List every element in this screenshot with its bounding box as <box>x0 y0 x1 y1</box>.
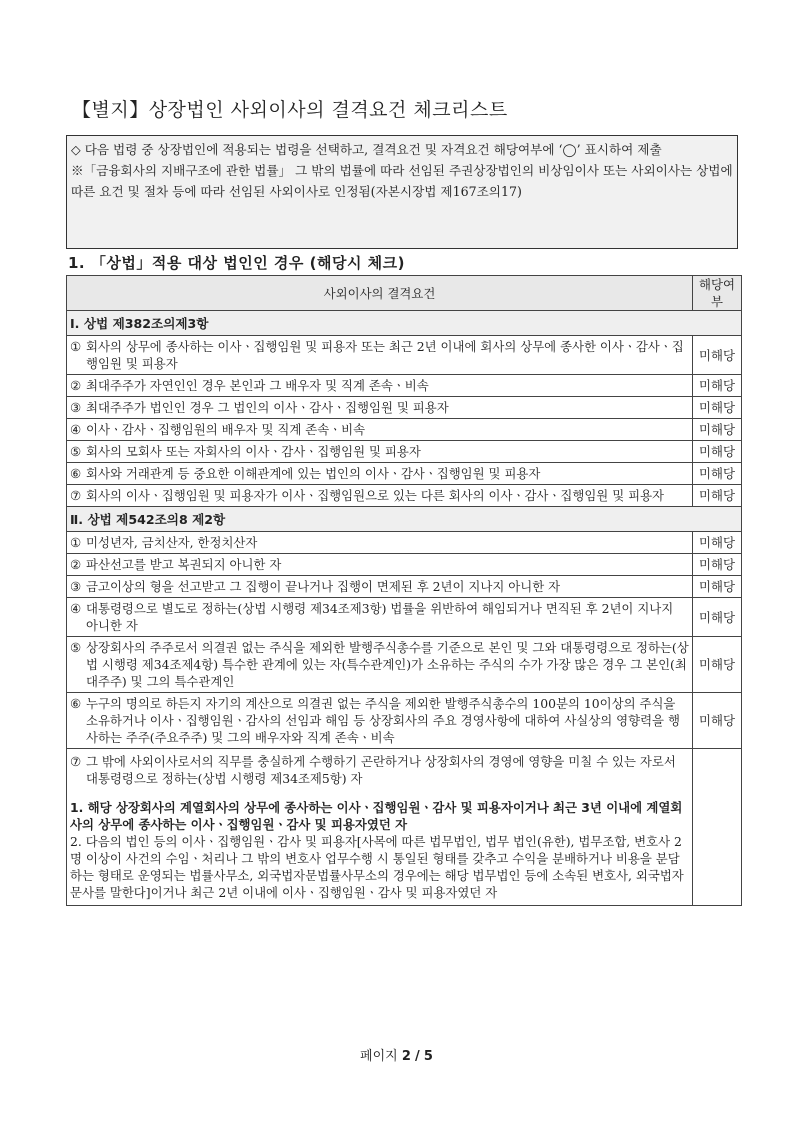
requirement-cell <box>67 693 693 749</box>
notice-line-2: ※「금융회사의 지배구조에 관한 법률」 그 밖의 법률에 따라 선임된 주권상장법인의 비상임이사 또는 사외이사는 상법에 따른 요건 및 절차 등에 따라 선임된 사외이사로 인정됨(자본시장법 제167조의17) <box>71 163 733 199</box>
requirement-cell <box>67 554 693 576</box>
table-row <box>67 441 742 463</box>
table-row <box>67 749 742 906</box>
requirement-cell <box>67 485 693 507</box>
group-i-title: Ⅰ. 상법 제382조의제3항 <box>67 311 742 336</box>
status-cell[interactable]: 미해당 <box>693 485 742 507</box>
page-separator: / <box>415 1049 420 1064</box>
item-text: 회사의 모회사 또는 자회사의 이사ㆍ감사ㆍ집행임원 및 피용자 <box>86 444 421 459</box>
page-total: 5 <box>423 1049 433 1064</box>
item-number: ⑦ <box>70 754 82 769</box>
item-text: 최대주주가 법인인 경우 그 법인의 이사ㆍ감사ㆍ집행임원 및 피용자 <box>86 400 449 415</box>
table-row <box>67 397 742 419</box>
table-row <box>67 693 742 749</box>
table-row <box>67 463 742 485</box>
item-number: ① <box>70 339 82 354</box>
table-header-row <box>67 276 742 311</box>
group-ii-title: Ⅱ. 상법 제542조의8 제2항 <box>67 507 742 532</box>
status-cell[interactable]: 미해당 <box>693 375 742 397</box>
item-number: ② <box>70 557 82 572</box>
item-text: 상장회사의 주주로서 의결권 없는 주식을 제외한 발행주식총수를 기준으로 본인 및 그와 대통령령으로 정하는(상법 시행령 제34조제4항) 특수한 관계에 있는 자(특수관계인)가 소유하는 주식의 수가 가장 많은 경우 그 본인(최대주주) 및 그의 특수관계인 <box>86 640 689 689</box>
item-text: 회사와 거래관계 등 중요한 이해관계에 있는 법인의 이사ㆍ감사ㆍ집행임원 및 피용자 <box>86 466 541 481</box>
requirement-cell <box>67 637 693 693</box>
group-ii-items <box>67 532 742 749</box>
requirement-cell <box>67 397 693 419</box>
requirement-cell <box>67 419 693 441</box>
page-current: 2 <box>401 1049 411 1064</box>
table-row <box>67 336 742 375</box>
status-cell[interactable]: 미해당 <box>693 693 742 749</box>
sub-item-2-text: 2. 다음의 법인 등의 이사ㆍ집행임원ㆍ감사 및 피용자[사목에 따른 법무법인, 법무 법인(유한), 법무조합, 변호사 2명 이상이 사건의 수임ㆍ처리나 그 밖의 변호사 업무수행 시 통일된 형태를 갖추고 수익을 분배하거나 비용을 분담하는 형태로 운영되는 법률사무소, 외국법자문법률사무소의 경우에는 해당 법무법인 등에 소속된 변호사, 외국법자문사를 말한다]이거나 최근 2년 이내에 이사ㆍ집행임원ㆍ감사 및 피용자였던 자 <box>70 834 684 900</box>
sub-item-2 <box>70 833 689 901</box>
item-text: 이사ㆍ감사ㆍ집행임원의 배우자 및 직계 존속ㆍ비속 <box>86 422 366 437</box>
sub-item-1-text: 1. 해당 상장회사의 계열회사의 상무에 종사하는 이사ㆍ집행임원ㆍ감사 및 피용자이거나 최근 3년 이내에 계열회사의 상무에 종사하는 이사ㆍ집행임원ㆍ감사 및 피용자였던 자 <box>70 800 683 832</box>
table-row <box>67 637 742 693</box>
requirement-cell <box>67 336 693 375</box>
page-prefix: 페이지 <box>360 1049 398 1064</box>
item-text: 금고이상의 형을 선고받고 그 집행이 끝나거나 집행이 면제된 후 2년이 지나지 아니한 자 <box>86 579 561 594</box>
table-row <box>67 485 742 507</box>
table-row <box>67 375 742 397</box>
requirement-cell <box>67 576 693 598</box>
section-1-title: 1. 「상법」적용 대상 법인인 경우 (해당시 체크) <box>68 254 406 272</box>
table-row <box>67 419 742 441</box>
page-title: 【별지】상장법인 사외이사의 결격요건 체크리스트 <box>72 99 508 121</box>
table-row <box>67 598 742 637</box>
item-number: ③ <box>70 579 82 594</box>
item-text: 대통령령으로 별도로 정하는(상법 시행령 제34조제3항) 법률을 위반하여 해임되거나 면직된 후 2년이 지나지 아니한 자 <box>86 601 674 633</box>
status-cell[interactable]: 미해당 <box>693 576 742 598</box>
item-7-cell <box>67 749 693 906</box>
item-number: ④ <box>70 601 82 616</box>
item-number: ⑤ <box>70 640 82 655</box>
notice-box <box>66 135 738 249</box>
status-cell[interactable]: 미해당 <box>693 336 742 375</box>
item-text: 파산선고를 받고 복권되지 아니한 자 <box>86 557 282 572</box>
requirement-cell <box>67 532 693 554</box>
item-number: ⑦ <box>70 488 82 503</box>
item-number: ③ <box>70 400 82 415</box>
status-cell[interactable]: 미해당 <box>693 554 742 576</box>
page-indicator <box>0 1045 793 1064</box>
status-cell[interactable]: 미해당 <box>693 598 742 637</box>
status-cell[interactable]: 미해당 <box>693 463 742 485</box>
item-text: 회사의 상무에 종사하는 이사ㆍ집행임원 및 피용자 또는 최근 2년 이내에 회사의 상무에 종사한 이사ㆍ감사ㆍ집행임원 및 피용자 <box>86 339 684 371</box>
item-text: 회사의 이사ㆍ집행임원 및 피용자가 이사ㆍ집행임원으로 있는 다른 회사의 이사ㆍ감사ㆍ집행임원 및 피용자 <box>86 488 665 503</box>
disqualification-checklist-table <box>66 275 742 906</box>
header-requirement: 사외이사의 결격요건 <box>67 276 693 311</box>
item-text: 누구의 명의로 하든지 자기의 계산으로 의결권 없는 주식을 제외한 발행주식총수의 100분의 10이상의 주식을 소유하거나 이사ㆍ집행임원ㆍ감사의 선임과 해임 등 상장회사의 주요 경영사항에 대하여 사실상의 영향력을 행사하는 주주(주요주주) 및 그의 배우자와 직계 존속ㆍ비속 <box>86 696 680 745</box>
header-status: 해당여부 <box>693 276 742 311</box>
requirement-cell <box>67 441 693 463</box>
table-row <box>67 554 742 576</box>
status-cell[interactable]: 미해당 <box>693 397 742 419</box>
item-number: ⑤ <box>70 444 82 459</box>
requirement-cell <box>67 598 693 637</box>
item-number: ① <box>70 535 82 550</box>
requirement-cell <box>67 463 693 485</box>
item-number: ⑥ <box>70 466 82 481</box>
item-number: ⑥ <box>70 696 82 711</box>
item-number: ④ <box>70 422 82 437</box>
table-row <box>67 532 742 554</box>
item-text: 최대주주가 자연인인 경우 본인과 그 배우자 및 직계 존속ㆍ비속 <box>86 378 429 393</box>
item-number: ② <box>70 378 82 393</box>
group-ii-row <box>67 507 742 532</box>
status-cell[interactable]: 미해당 <box>693 637 742 693</box>
item-text: 그 밖에 사외이사로서의 직무를 충실하게 수행하기 곤란하거나 상장회사의 경영에 영향을 미칠 수 있는 자로서 대통령령으로 정하는(상법 시행령 제34조제5항) 자 <box>86 754 676 786</box>
item-text: 미성년자, 금치산자, 한정치산자 <box>86 535 258 550</box>
status-cell[interactable]: 미해당 <box>693 441 742 463</box>
status-cell[interactable]: 미해당 <box>693 532 742 554</box>
status-cell[interactable] <box>693 749 742 906</box>
notice-line-1: ◇ 다음 법령 중 상장법인에 적용되는 법령을 선택하고, 결격요건 및 자격요건 해당여부에 ‘◯’ 표시하여 제출 <box>71 142 662 157</box>
requirement-cell <box>67 375 693 397</box>
group-i-row <box>67 311 742 336</box>
status-cell[interactable]: 미해당 <box>693 419 742 441</box>
group-i-items <box>67 336 742 507</box>
table-row <box>67 576 742 598</box>
sub-item-1 <box>70 799 689 833</box>
